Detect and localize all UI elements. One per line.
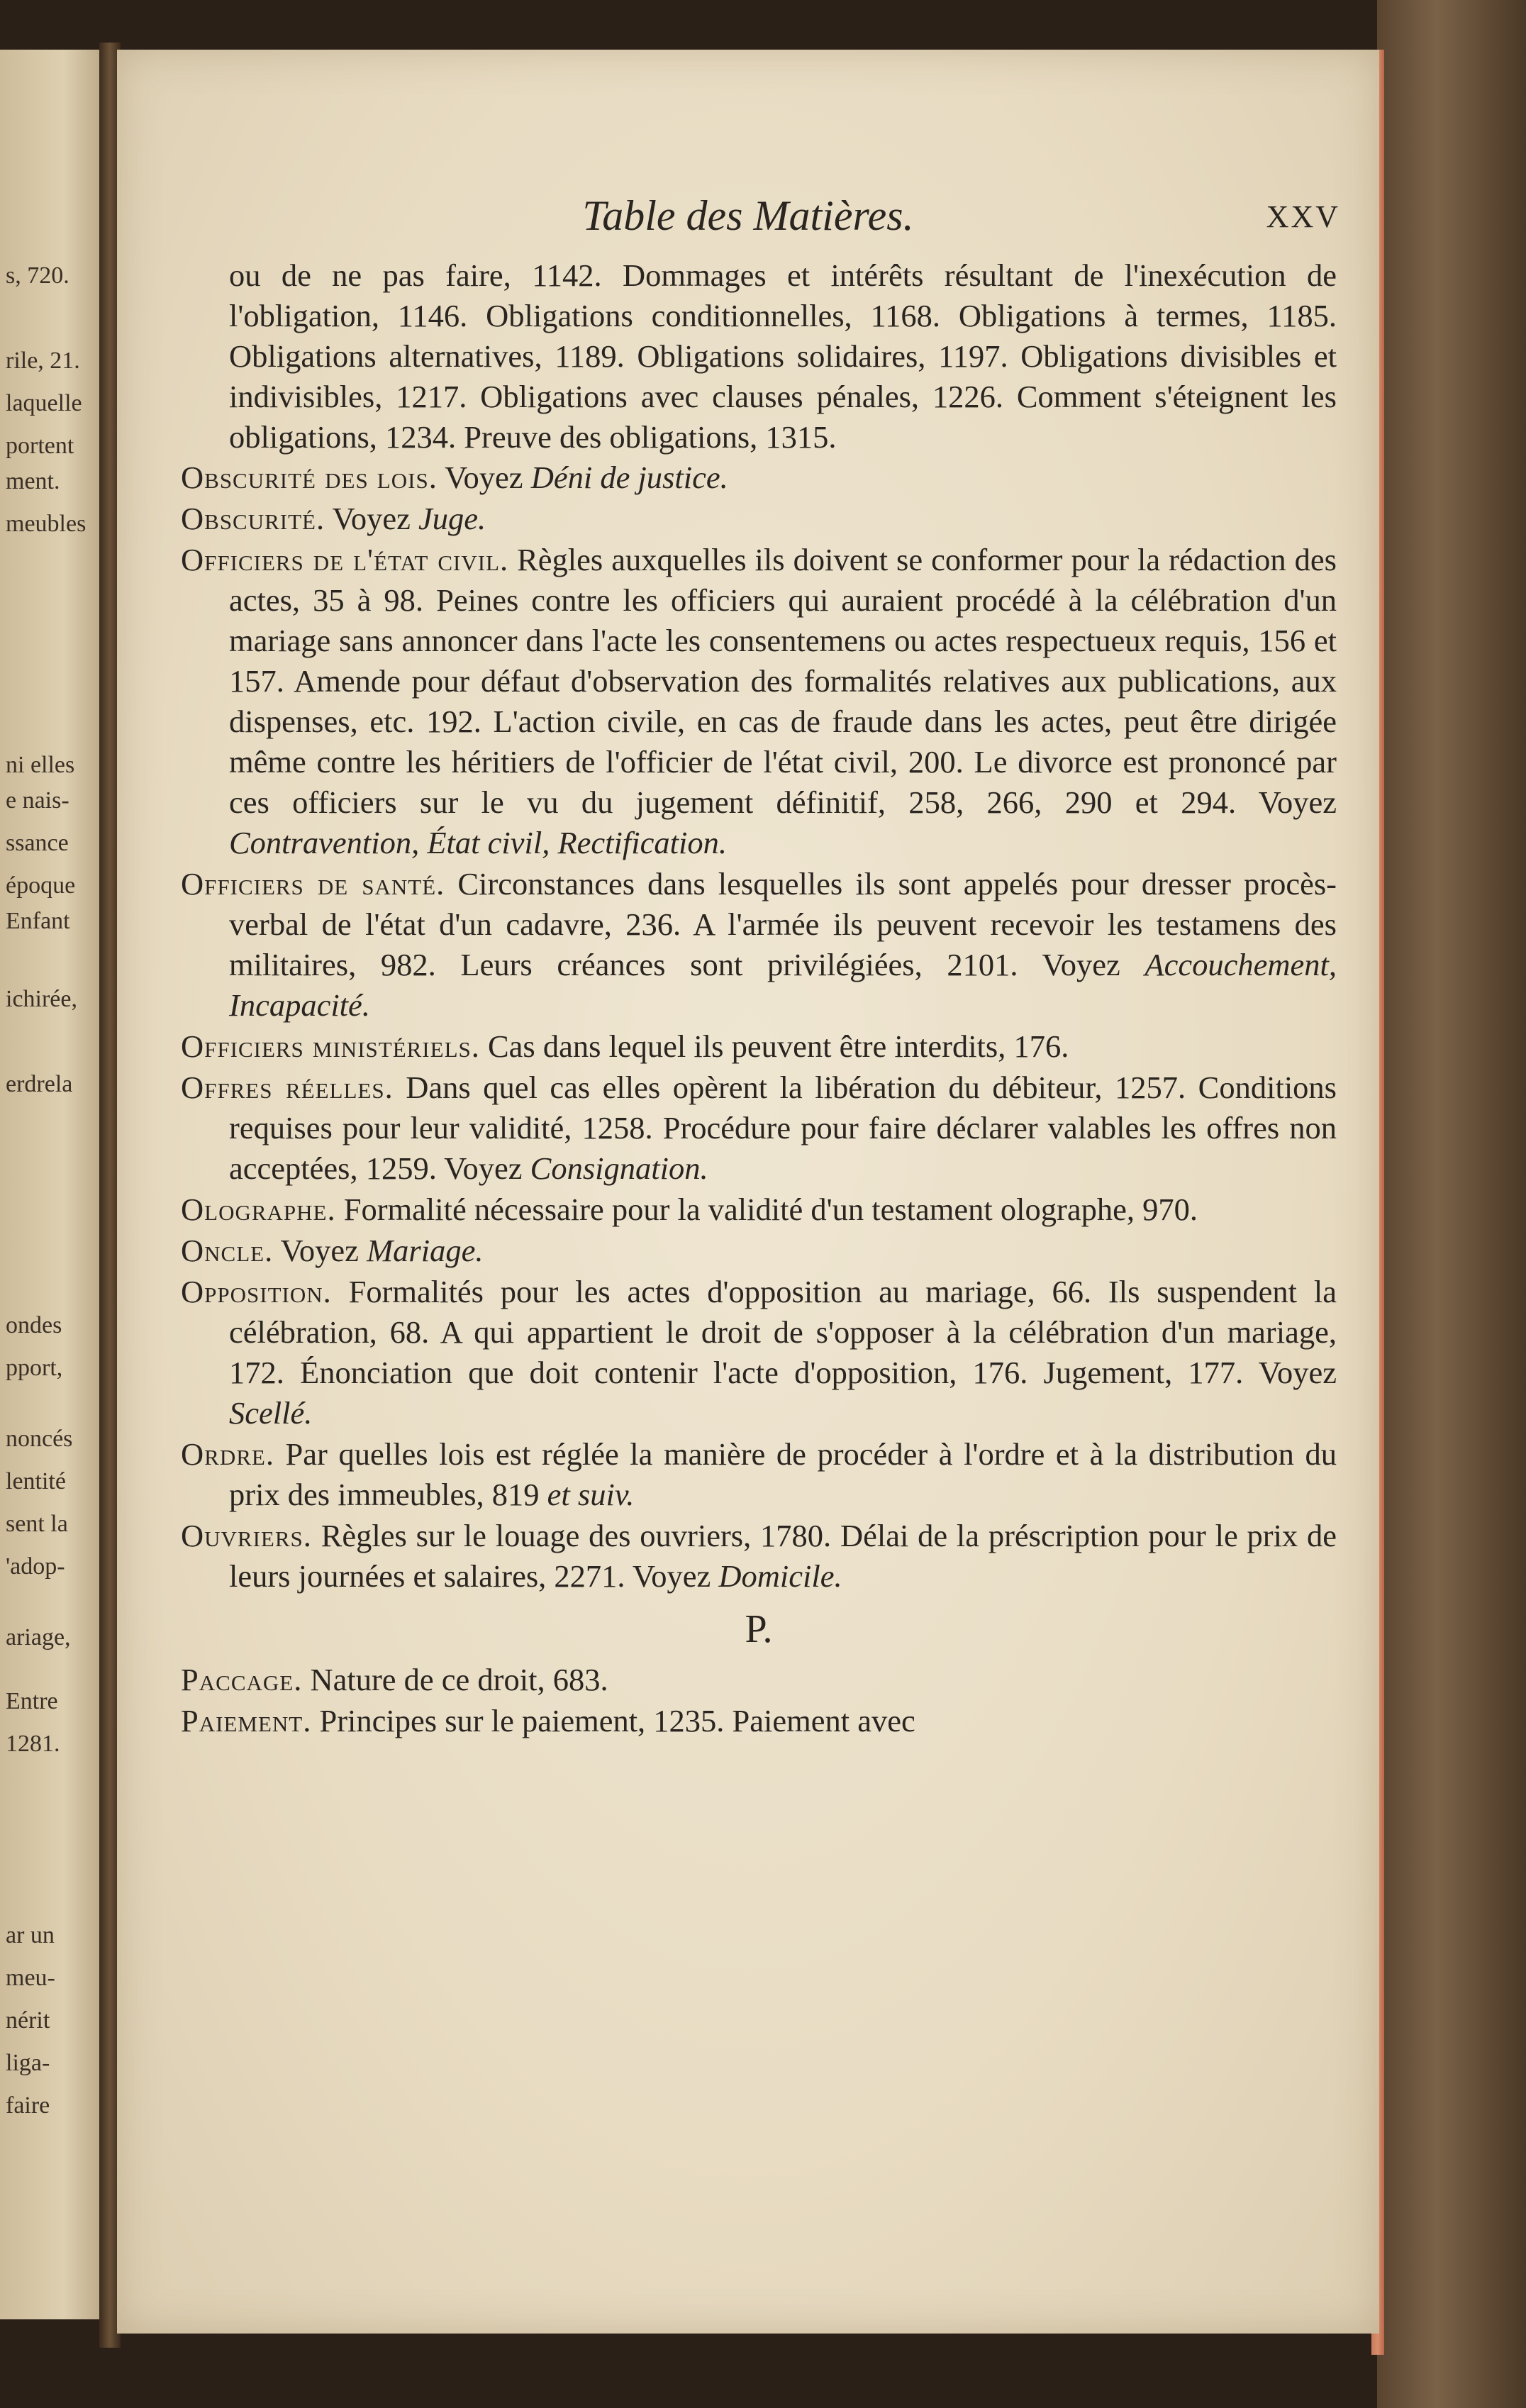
left-page-text-fragment: ssance (6, 830, 69, 856)
running-header (117, 192, 1379, 255)
left-page-text-fragment: s, 720. (6, 262, 69, 289)
entry-text: Formalité nécessaire pour la validité d'un testament olographe, 970. (335, 1192, 1198, 1227)
index-entry (181, 540, 1337, 863)
left-facing-page (0, 50, 106, 2319)
section-letter: P. (745, 1607, 773, 1651)
entry-text: Formalités pour les actes d'opposition au mariage, 66. Ils suspendent la célébration, 68. A qui appartient le droit de s'opposer à la célébration d'un mariage, 172. Énonciation que doit contenir l'acte d'opposition, 176. Jugement, 177. Voyez (229, 1274, 1337, 1390)
left-page-text-fragment: meu- (6, 1965, 55, 1991)
entry-term: Olographe. (181, 1192, 336, 1227)
book-cover-board (1377, 0, 1526, 2408)
entry-term: Oncle. (181, 1233, 274, 1268)
entry-term: Ordre. (181, 1436, 274, 1472)
index-entry (181, 1434, 1337, 1515)
entry-text: Cas dans lequel ils peuvent être interdits, 176. (479, 1028, 1069, 1064)
left-page-text-fragment: ment. (6, 468, 60, 494)
index-entry (181, 864, 1337, 1026)
left-page-text-fragment: noncés (6, 1426, 73, 1452)
page-number: XXV (1266, 199, 1340, 234)
entry-term: Paiement. (181, 1703, 312, 1738)
left-page-text-fragment: nérit (6, 2007, 50, 2034)
entry-term: Obscurité. (181, 501, 325, 536)
left-page-text-fragment: ariage, (6, 1624, 71, 1650)
entry-cross-reference: Consignation. (530, 1150, 708, 1186)
left-page-text-fragment: laquelle (6, 390, 82, 416)
index-entry (181, 457, 1337, 498)
book-page (117, 50, 1379, 2334)
entries-letter-p (181, 1660, 1337, 1741)
index-entry (181, 499, 1337, 539)
entry-cross-reference: Déni de justice. (530, 460, 728, 495)
entry-cross-reference: Juge. (418, 501, 486, 536)
entry-text: Règles auxquelles ils doivent se conformer pour la rédaction des actes, 35 à 98. Peines contre les officiers qui auraient procédé à la célébration d'un mariage sans annoncer dans l'acte les consentemens ou actes respectueux requis, 156 et 157. Amende pour défaut d'observation des formalités relatives aux publications, aux dispenses, etc. 192. L'action civile, en cas de fraude dans les actes, peut être dirigée même contre les héritiers de l'officier de l'état civil, 200. Le divorce est prononcé par ces officiers sur le vu du jugement définitif, 258, 266, 290 et 294. Voyez (229, 542, 1337, 820)
left-page-text-fragment: ondes (6, 1312, 62, 1338)
index-entry (181, 1660, 1337, 1700)
entry-cross-reference: Mariage. (367, 1233, 484, 1268)
left-page-text-fragment: rile, 21. (6, 348, 80, 374)
entry-text: Voyez (437, 460, 531, 495)
entry-text: Dans quel cas elles opèrent la libération du débiteur, 1257. Conditions requises pour leur validité, 1258. Procédure pour faire déclarer valables les offres non acceptées, 1259. Voyez (229, 1070, 1337, 1186)
left-page-text-fragment: ar un (6, 1922, 55, 1948)
entry-term: Offres réelles. (181, 1070, 394, 1105)
index-entry (181, 1189, 1337, 1230)
left-page-text-fragment: 1281. (6, 1731, 60, 1757)
entry-text: Voyez (273, 1233, 367, 1268)
index-body (181, 255, 1337, 1742)
entry-term: Obscurité des lois. (181, 460, 438, 495)
left-page-text-fragment: liga- (6, 2050, 50, 2076)
entry-cross-reference: Contravention, État civil, Rectification. (229, 825, 727, 860)
entry-text: Principes sur le paiement, 1235. Paiement avec (311, 1703, 915, 1738)
index-entry (181, 1516, 1337, 1597)
entries-letter-o (181, 457, 1337, 1597)
header-title: Table des Matières. (582, 192, 914, 239)
entry-text: Règles sur le louage des ouvriers, 1780. Délai de la préscription pour le prix de leurs journées et salaires, 2271. Voyez (229, 1518, 1337, 1594)
entry-term: Officiers de l'état civil. (181, 542, 509, 577)
left-page-text-fragment: ichirée, (6, 986, 77, 1012)
left-page-text-fragment: 'adop- (6, 1553, 65, 1580)
left-page-text-fragment: époque (6, 872, 76, 899)
left-page-text-fragment: e nais- (6, 787, 69, 814)
entry-term: Opposition. (181, 1274, 332, 1309)
left-page-text-fragment: Entre (6, 1688, 58, 1714)
entry-term: Officiers ministériels. (181, 1028, 480, 1064)
entry-cross-reference: et suiv. (547, 1477, 635, 1512)
entry-text: Circonstances dans lesquelles ils sont appelés pour dresser procès-verbal de l'état d'un cadavre, 236. A l'armée ils peuvent recevoir les testamens des militaires, 982. Leurs créances sont privilégiées, 2101. Voyez (229, 866, 1337, 982)
continuation-paragraph: ou de ne pas faire, 1142. Dommages et intérêts résultant de l'inexécution de l'obligation, 1146. Obligations conditionnelles, 1168. Obligations à termes, 1185. Obligations alternatives, 1189. Obligations solidaires, 1197. Obligations divisibles et indivisibles, 1217. Obligations avec clauses pénales, 1226. Comment s'éteignent les obligations, 1234. Preuve des obligations, 1315. (229, 257, 1337, 455)
left-page-text-fragment: sent la (6, 1511, 68, 1537)
entry-text: Par quelles lois est réglée la manière de procéder à l'ordre et à la distribution du prix des immeubles, 819 (229, 1436, 1337, 1512)
entry-term: Ouvriers. (181, 1518, 312, 1553)
left-page-text-fragment: portent (6, 433, 74, 459)
entry-cross-reference: Domicile. (718, 1558, 842, 1594)
entry-term: Paccage. (181, 1662, 303, 1697)
index-entry (181, 1026, 1337, 1067)
entry-text: Nature de ce droit, 683. (302, 1662, 608, 1697)
left-page-text-fragment: Enfant (6, 908, 70, 934)
entry-text: Voyez (325, 501, 418, 536)
entry-cross-reference: Accouchement, Incapacité. (229, 947, 1337, 1023)
left-page-text-fragment: ni elles (6, 752, 75, 778)
left-page-text-fragment: lentité (6, 1468, 66, 1494)
left-page-text-fragment: meubles (6, 511, 87, 537)
entry-cross-reference: Scellé. (229, 1395, 313, 1431)
index-entry (181, 1701, 1337, 1741)
index-entry (181, 1272, 1337, 1433)
entry-term: Officiers de santé. (181, 866, 445, 901)
left-page-text-fragment: erdrela (6, 1071, 73, 1097)
left-page-text-fragment: pport, (6, 1355, 63, 1381)
left-page-text-fragment: faire (6, 2092, 50, 2119)
index-entry (181, 1231, 1337, 1271)
index-entry (181, 1067, 1337, 1189)
